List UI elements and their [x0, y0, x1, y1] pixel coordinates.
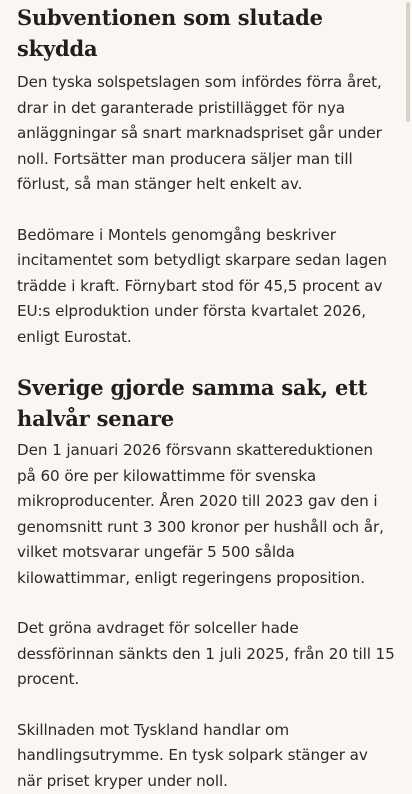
section-heading-subsidy: Subventionen som slutade skydda — [17, 2, 395, 64]
paragraph: Bedömare i Montels genomgång beskriver incitamentet som betydligt skarpare sedan lagen trädde i kraft. Förnybart stod för 45,5 procent av EU:s elproduktion under första kvartalet 2026, enligt Eurostat. — [17, 223, 395, 351]
paragraph: Den 1 januari 2026 försvann skattereduktionen på 60 öre per kilowattimme för svenska mikroproducenter. Åren 2020 till 2023 gav den i genomsnitt runt 3 300 kronor per hushåll och år, vilket motsvarar ungefär 5 500 sålda kilowattimmar, enligt regeringens proposition. — [17, 438, 395, 591]
paragraph: Den tyska solspetslagen som infördes förra året, drar in det garanterade pristillägget för nya anläggningar så snart marknadspriset går under noll. Fortsätter man producera säljer man till förlust, så man stänger helt enkelt av. — [17, 70, 395, 198]
section-heading-sweden: Sverige gjorde samma sak, ett halvår senare — [17, 372, 395, 434]
article-body — [17, 0, 395, 794]
scrollbar[interactable] — [406, 2, 410, 122]
paragraph: Skillnaden mot Tyskland handlar om handlingsutrymme. En tysk solpark stänger av när priset kryper under noll. — [17, 718, 395, 794]
paragraph: Det gröna avdraget för solceller hade dessförinnan sänkts den 1 juli 2025, från 20 till 15 procent. — [17, 616, 395, 693]
